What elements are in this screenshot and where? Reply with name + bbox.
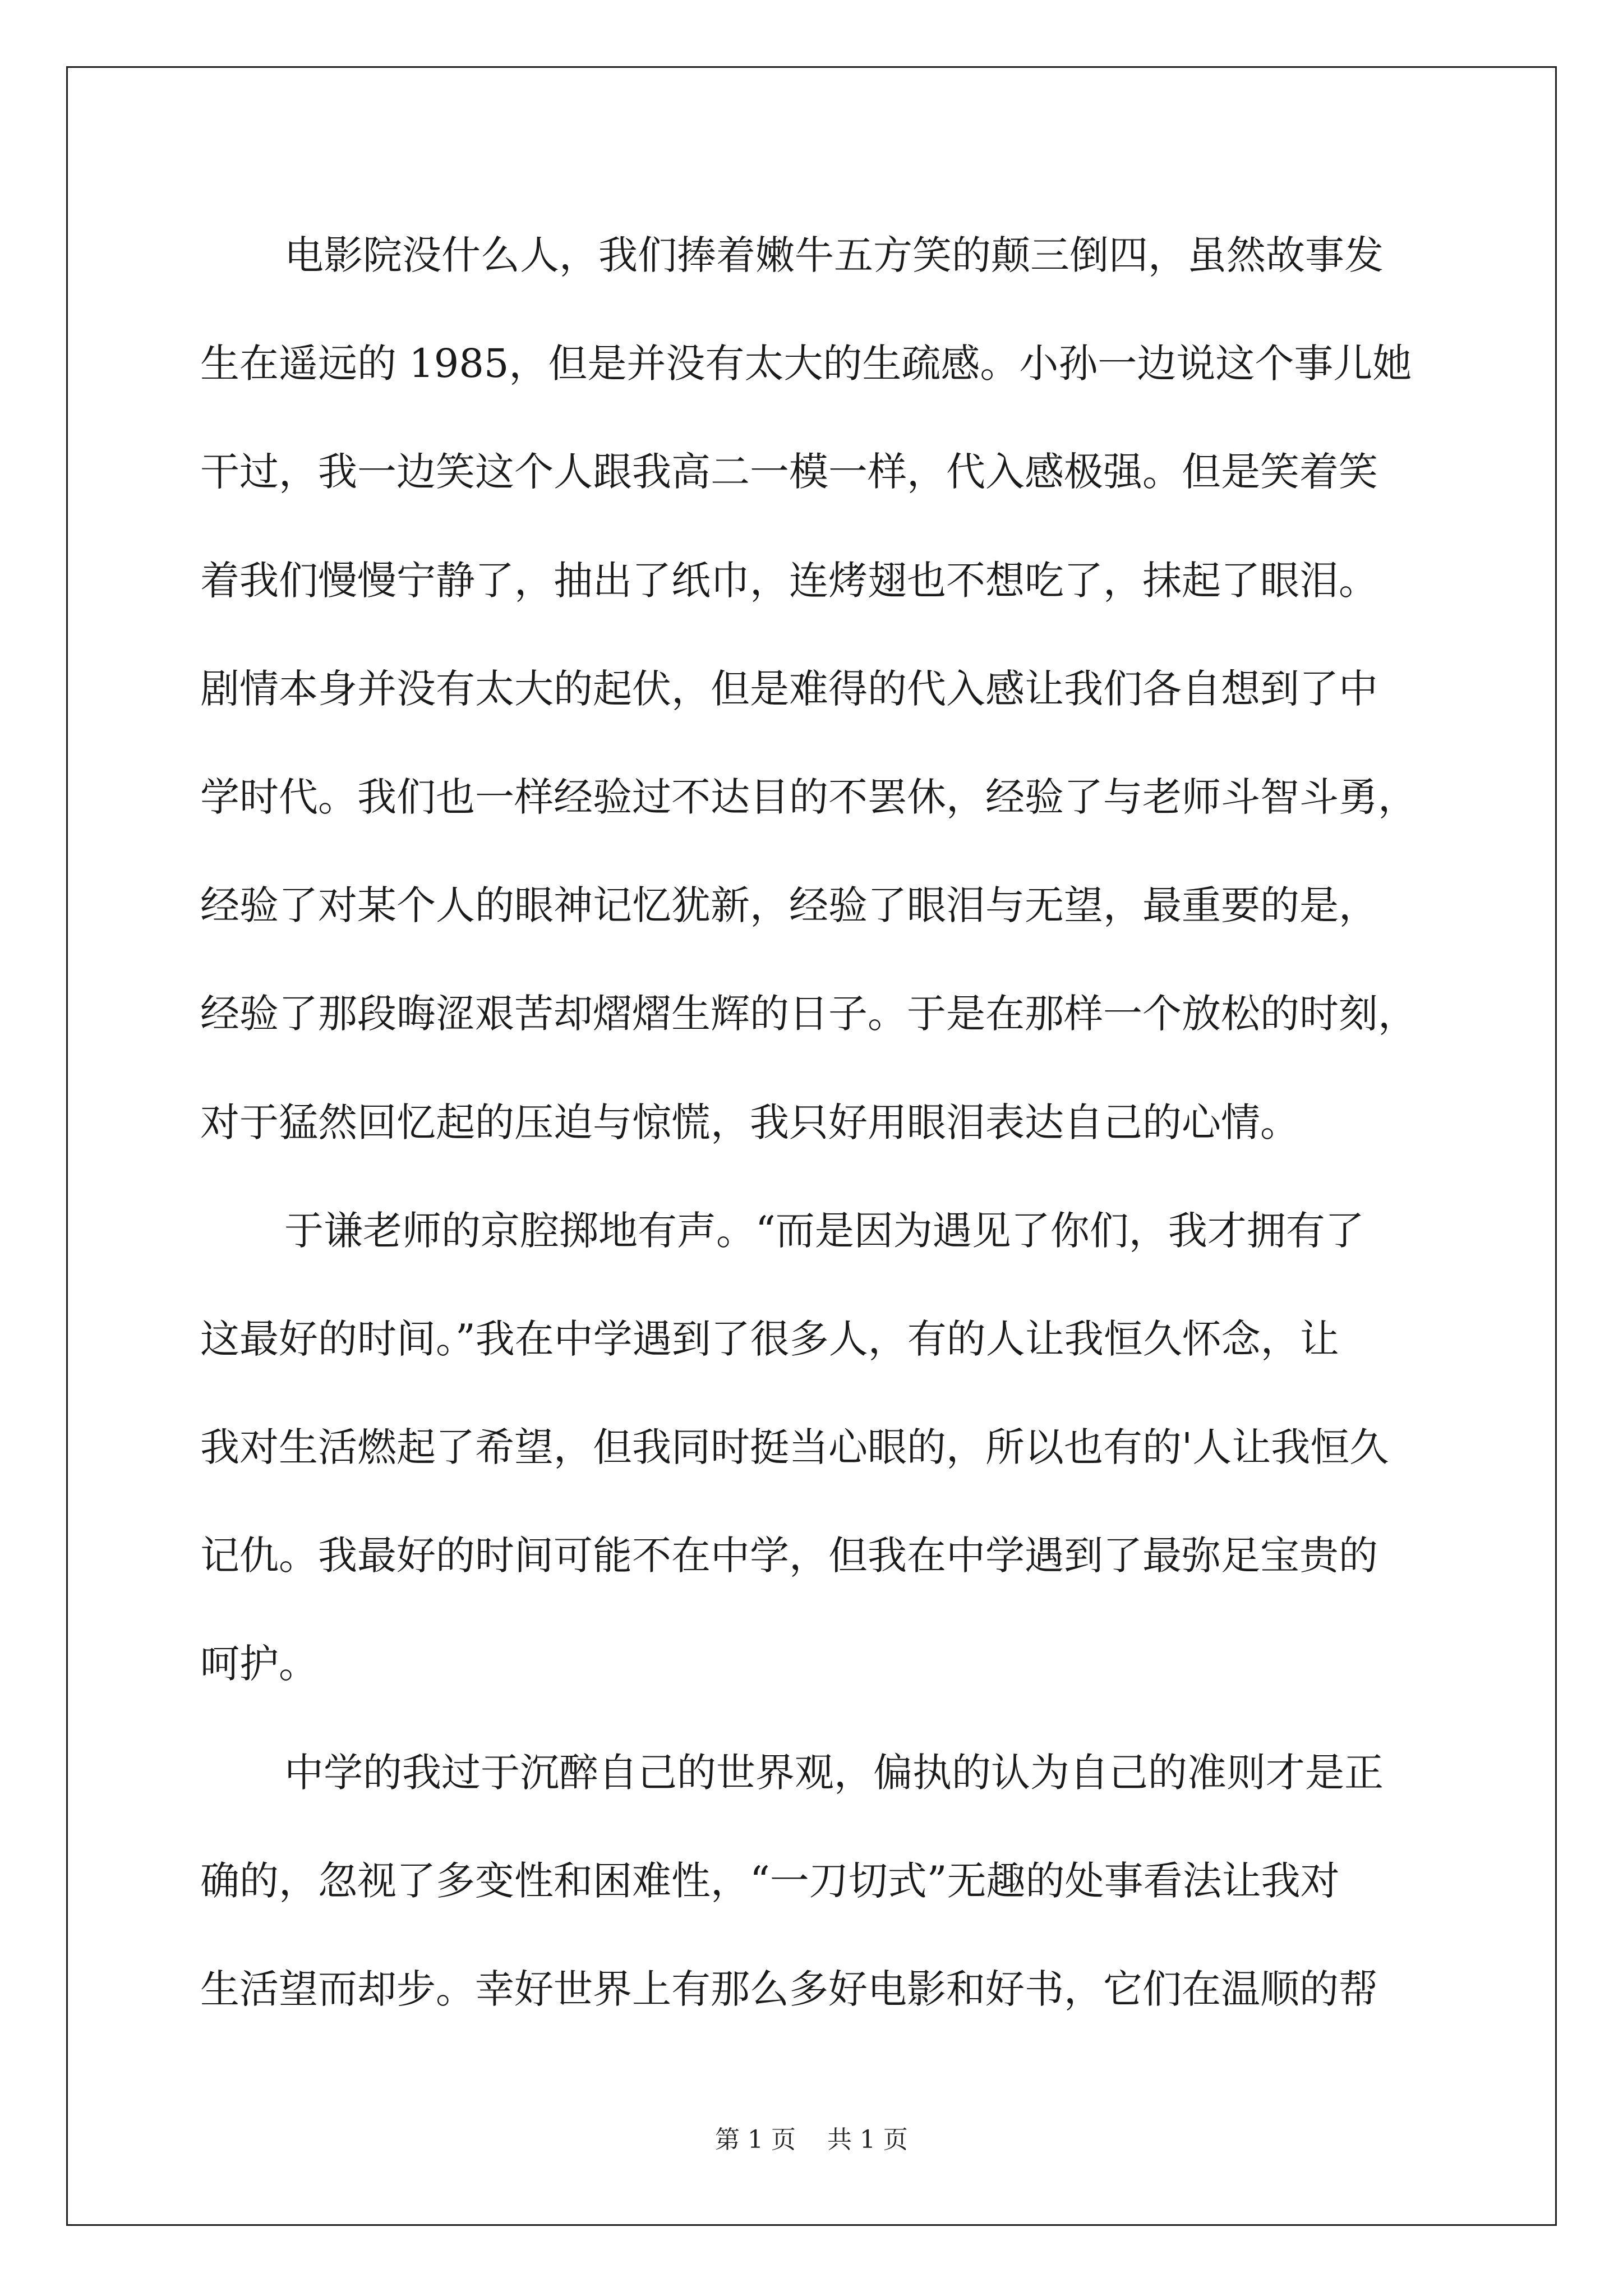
paragraph-2-line-4: 记仇。我最好的时间可能不在中学，但我在中学遇到了最弥足宝贵的 — [200, 1533, 1378, 1579]
paragraph-1-line-7: 经验了对某个人的眼神记忆犹新，经验了眼泪与无望，最重要的是， — [200, 882, 1378, 928]
paragraph-2-line-1: 于谦老师的京腔掷地有声。“而是因为遇见了你们，我才拥有了 — [284, 1208, 1364, 1254]
page-number-footer: 第 1 页 共 1 页 — [715, 2125, 908, 2154]
paragraph-1-line-6: 学时代。我们也一样经验过不达目的不罢休，经验了与老师斗智斗勇， — [200, 774, 1417, 820]
paragraph-1-line-8: 经验了那段晦涩艰苦却熠熠生辉的日子。于是在那样一个放松的时刻， — [200, 991, 1417, 1037]
paragraph-2-line-2: 这最好的时间。”我在中学遇到了很多人，有的人让我恒久怀念，让 — [200, 1316, 1339, 1362]
paragraph-1-line-4: 着我们慢慢宁静了，抽出了纸巾，连烤翅也不想吃了，抹起了眼泪。 — [200, 558, 1378, 604]
paragraph-3-line-3: 生活望而却步。幸好世界上有那么多好电影和好书，它们在温顺的帮 — [200, 1966, 1378, 2012]
paragraph-2-line-5: 呵护。 — [200, 1641, 318, 1687]
paragraph-1-line-5: 剧情本身并没有太大的起伏，但是难得的代入感让我们各自想到了中 — [200, 666, 1378, 712]
paragraph-2-line-3: 我对生活燃起了希望，但我同时挺当心眼的，所以也有的'人让我恒久 — [200, 1424, 1389, 1470]
paragraph-1-line-2: 生在遥远的 1985，但是并没有太大的生疏感。小孙一边说这个事儿她 — [200, 341, 1412, 386]
paragraph-1-line-3: 干过，我一边笑这个人跟我高二一模一样，代入感极强。但是笑着笑 — [200, 449, 1378, 495]
paragraph-3-line-2: 确的，忽视了多变性和困难性，“一刀切式”无趣的处事看法让我对 — [200, 1858, 1340, 1904]
paragraph-1-line-1: 电影院没什么人，我们捧着嫩牛五方笑的颠三倒四，虽然故事发 — [284, 232, 1384, 278]
paragraph-1-line-9: 对于猛然回忆起的压迫与惊慌，我只好用眼泪表达自己的心情。 — [200, 1099, 1299, 1145]
paragraph-3-line-1: 中学的我过于沉醉自己的世界观，偏执的认为自己的准则才是正 — [284, 1750, 1384, 1796]
